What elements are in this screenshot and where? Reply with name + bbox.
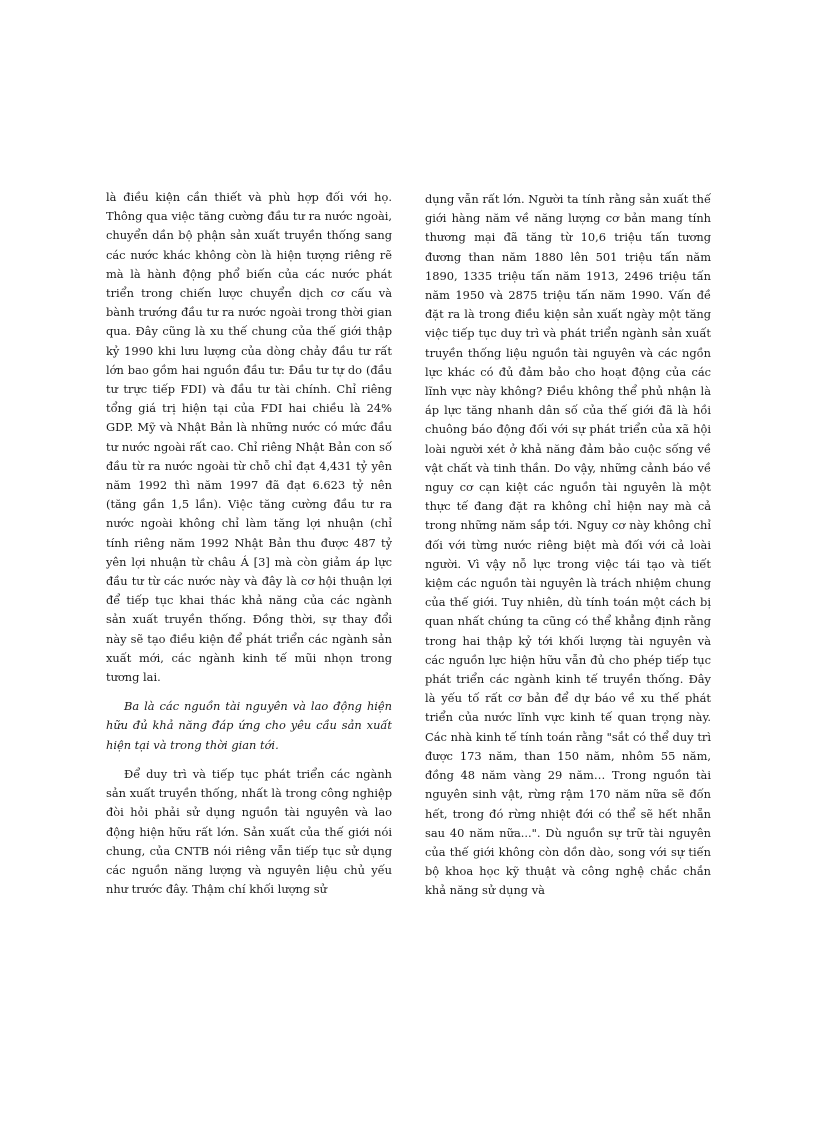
left-paragraph-1: là điều kiện cần thiết và phù hợp đối với họ. Thông qua việc tăng cường đầu tư ra nước ngoài, chuyển dần bộ phận sản xuất truyền thống sang các nước khác không còn là hiện tượng riêng rẽ mà là hành động phổ biến của các nước phát triển trong chiến lược chuyển dịch cơ cấu và bành trướng đầu tư ra nước ngoài trong thời gian qua. Đây cũng là xu thế chung của thế giới thập kỷ 1990 khi lưu lượng của dòng chảy đầu tư rất lớn bao gồm hai nguồn đầu tư: Đầu tư tự do (đầu tư trực tiếp FDI) và đầu tư tài chính. Chỉ riêng tổng giá trị hiện tại của FDI hai chiều là 24% GDP. Mỹ và Nhật Bản là những nước có mức đầu tư nước ngoài rất cao. Chỉ riêng Nhật Bản con số đầu từ ra nước ngoài từ chỗ chỉ đạt 4,431 tỷ yên năm 1992 thì năm 1997 đã đạt 6.623 tỷ nên (tăng gần 1,5 lần). Việc tăng cường đầu tư ra nước ngoài không chỉ làm tăng lợi nhuận (chỉ tính riêng năm 1992 Nhật Bản thu được 487 tỷ yên lợi nhuận từ châu Á [3] mà còn giảm áp lực đầu tư từ các nước này và đây là cơ hội thuận lợi để tiếp tục khai thác khả năng của các ngành sản xuất truyền thống. Đồng thời, sự thay đổi này sẽ tạo điều kiện để phát triển các ngành sản xuất mới, các ngành kinh tế mũi nhọn trong tương lai. (106, 190, 392, 685)
left-paragraph-2: Để duy trì và tiếp tục phát triển các ngành sản xuất truyền thống, nhất là trong công nghiệp đòi hỏi phải sử dụng nguồn tài nguyên và lao động hiện hữu rất lớn. Sản xuất của thế giới nói chung, của CNTB nói riêng vẫn tiếp tục sử dụng các nguồn năng lượng và nguyên liệu chủ yếu như trước đây. Thậm chí khối lượng sử (106, 766, 392, 897)
right-paragraph-1: dụng vẫn rất lớn. Người ta tính rằng sản xuất thế giới hàng năm về năng lượng cơ bản mang tính thương mại đã tăng từ 10,6 triệu tấn tương đương than năm 1880 lên 501 triệu tấn năm 1890, 1335 triệu tấn năm 1913, 2496 triệu tấn năm 1950 và 2875 triệu tấn năm 1990. Vấn đề đặt ra là trong điều kiện sản xuất ngày một tăng việc tiếp tục duy trì và phát triển ngành sản xuất truyền thống liệu nguồn tài nguyên và các ngồn lực khác có đủ đảm bảo cho hoạt động của các lĩnh vực này không? Điều không thể phủ nhận là áp lực tăng nhanh dân số của thế giới đã là hồi chuông báo động đối với sự phát triển của xã hội loài người xét ở khả năng đảm bảo cuộc sống về vật chất và tinh thần. Do vậy, những cảnh báo về nguy cơ cạn kiệt các nguồn tài nguyên là một thực tế đang đặt ra không chỉ hiện nay mà cả trong những năm sắp tới. Nguy cơ này không chỉ đối với từng nước riêng biệt mà đối với cả loài người. Vì vậy nỗ lực trong việc tái tạo và tiết kiệm các nguồn tài nguyên là trách nhiệm chung của thế giới. Tuy nhiên, dù tính toán một cách bị quan nhất chúng ta cũng có thể khẳng định rằng trong hai thập kỷ tới khối lượng tài nguyên và các nguồn lực hiện hữu vẫn đủ cho phép tiếp tục phát triển các ngành kinh tế truyền thống. Đây là yếu tố rất cơ bản để dự báo về xu thế phát triển của nước lĩnh vực kinh tế quan trọng này. Các nhà kinh tế tính toán rằng "sắt có thể duy trì được 173 năm, than 150 năm, nhôm 55 năm, đồng 48 năm vàng 29 năm… Trong nguồn tài nguyên sinh vật, rừng rậm 170 năm nữa sẽ đốn hết, trong đó rừng nhiệt đới có thể sẽ hết nhẵn sau 40 năm nữa...". Dù nguồn sự trữ tài nguyên của thế giới không còn dồn dào, song với sự tiến bộ khoa học kỹ thuật và công nghệ chắc chắn khả năng sử dụng và (425, 192, 711, 898)
left-column (106, 188, 392, 899)
right-column (425, 190, 711, 901)
section-heading: Ba là các nguồn tài nguyên và lao động hiện hữu đủ khả năng đáp ứng cho yêu cầu sản xuất hiện tại và trong thời gian tới. (106, 699, 392, 752)
